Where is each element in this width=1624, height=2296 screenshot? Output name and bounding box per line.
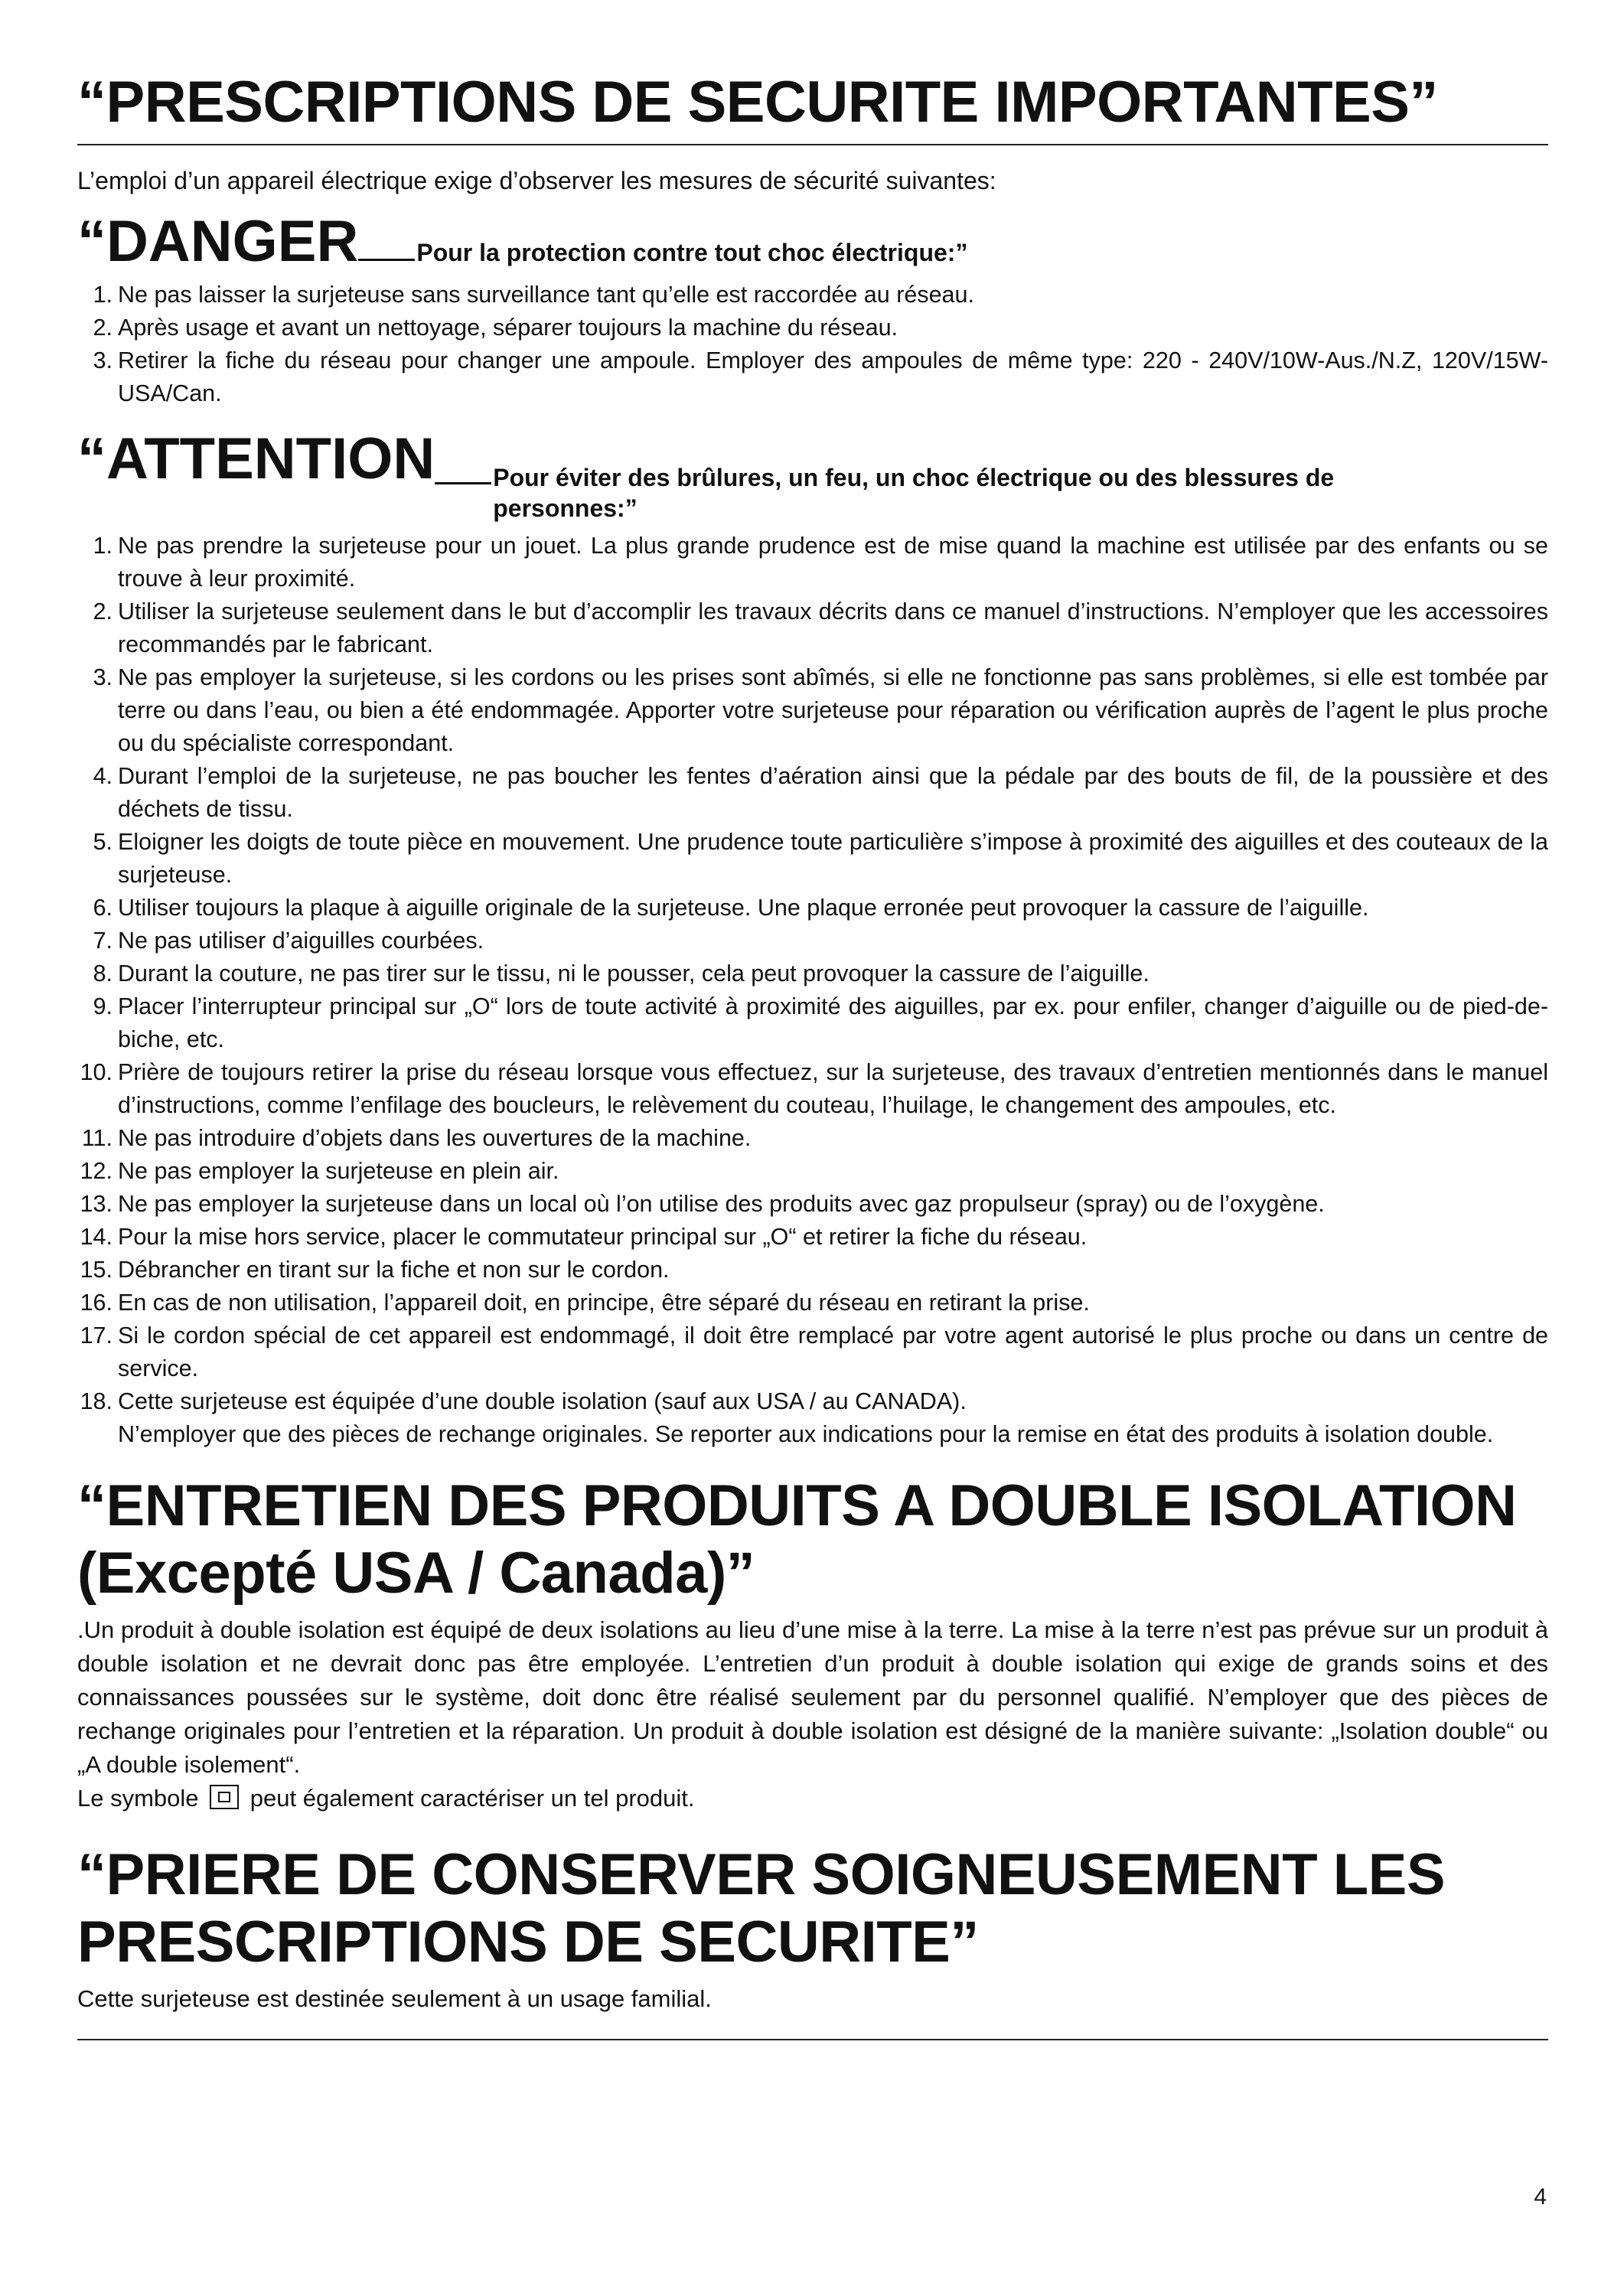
- item-number: 6.: [93, 895, 113, 921]
- list-item: [77, 661, 1548, 760]
- list-item: [77, 279, 1548, 311]
- list-item: [77, 990, 1548, 1056]
- item-number: 2.: [93, 315, 113, 341]
- page-number: 4: [1534, 2184, 1547, 2210]
- item-extra-text: N’employer que des pièces de rechange originales. Se reporter aux indications pour la remise en état des produits à isolation double.: [118, 1421, 1494, 1447]
- attention-subtitle: Pour éviter des brûlures, un feu, un choc électrique ou des blessures de personnes:”: [493, 464, 1335, 522]
- item-number: 3.: [93, 664, 113, 690]
- list-item: [77, 892, 1548, 925]
- list-item: [77, 1319, 1548, 1385]
- item-text: Eloigner les doigts de toute pièce en mouvement. Une prudence toute particulière s’impose à proximité des aiguilles et des couteaux de la surjeteuse.: [118, 829, 1548, 888]
- attention-word: “ATTENTION: [77, 426, 435, 491]
- item-number: 13.: [80, 1191, 113, 1217]
- list-item: [77, 1221, 1548, 1254]
- item-text: Utiliser toujours la plaque à aiguille originale de la surjeteuse. Une plaque erronée peut provoquer la cassure de l’aiguille.: [118, 895, 1369, 921]
- list-item: [77, 826, 1548, 892]
- list-item: [77, 1385, 1548, 1451]
- item-text: Après usage et avant un nettoyage, séparer toujours la machine du réseau.: [118, 315, 898, 341]
- list-item: [77, 760, 1548, 826]
- danger-subtitle: Pour la protection contre tout choc électrique:”: [416, 239, 968, 266]
- item-text: Ne pas employer la surjeteuse en plein air.: [118, 1158, 559, 1184]
- item-number: 15.: [80, 1257, 113, 1283]
- item-text: Ne pas introduire d’objets dans les ouvertures de la machine.: [118, 1125, 752, 1151]
- list-item: [77, 344, 1548, 410]
- item-number: 3.: [93, 347, 113, 373]
- list-item: [77, 1155, 1548, 1188]
- list-item: [77, 925, 1548, 957]
- danger-heading: [77, 211, 1548, 272]
- attention-underline: [435, 482, 491, 484]
- item-number: 18.: [80, 1388, 113, 1414]
- item-number: 9.: [93, 993, 113, 1019]
- attention-list: [77, 530, 1548, 1451]
- conserver-body: Cette surjeteuse est destinée seulement à un usage familial.: [77, 1985, 712, 2012]
- item-text: Débrancher en tirant sur la fiche et non sur le cordon.: [118, 1257, 670, 1283]
- danger-list: [77, 279, 1548, 410]
- item-number: 1.: [93, 533, 113, 559]
- list-item: [77, 957, 1548, 990]
- list-item: [77, 1254, 1548, 1287]
- attention-heading: [77, 426, 1548, 523]
- item-text: Ne pas employer la surjeteuse, si les cordons ou les prises sont abîmés, si elle ne fonctionne pas sans problèmes, si elle est tombée par terre ou dans l’eau, ou bien a été endommagée. Apporter votre surjeteuse pour réparation ou vérification auprès de l’agent le plus proche ou du spécialiste correspondant.: [118, 664, 1548, 756]
- entretien-body: .Un produit à double isolation est équipé de deux isolations au lieu d’une mise à la terre. La mise à la terre n’est pas prévue sur un produit à double isolation et ne devrait donc pas être employée. L’entretien d’un produit à double isolation qui exige de grands soins et des connaissances poussées sur le système, doit donc être réalisé seulement par du personnel qualifié. N’employer que des pièces de rechange originales pour l’entretien et la réparation. Un produit à double isolation est désigné de la manière suivante: „Isolation double“ ou „A double isolement“.: [77, 1616, 1548, 1778]
- conserver-title: “PRIERE DE CONSERVER SOIGNEUSEMENT LES PRESCRIPTIONS DE SECURITE”: [77, 1842, 1446, 1975]
- item-text: Pour la mise hors service, placer le commutateur principal sur „O“ et retirer la fiche du réseau.: [118, 1224, 1088, 1250]
- item-text: Utiliser la surjeteuse seulement dans le but d’accomplir les travaux décrits dans ce manuel d’instructions. N’employer que les accessoires recommandés par le fabricant.: [118, 598, 1548, 657]
- item-text: Cette surjeteuse est équipée d’une double isolation (sauf aux USA / au CANADA).: [118, 1388, 967, 1414]
- item-text: Durant l’emploi de la surjeteuse, ne pas boucher les fentes d’aération ainsi que la pédale par des bouts de fil, de la poussière et des déchets de tissu.: [118, 763, 1548, 822]
- entretien-symbol-line: [77, 1782, 1548, 1815]
- item-text: Ne pas employer la surjeteuse dans un local où l’on utilise des produits avec gaz propulseur (spray) ou de l’oxygène.: [118, 1191, 1325, 1217]
- entretien-title: “ENTRETIEN DES PRODUITS A DOUBLE ISOLATION (Excepté USA / Canada)”: [77, 1473, 1517, 1606]
- title-divider: [77, 144, 1548, 145]
- item-number: 2.: [93, 598, 113, 625]
- footer-divider: [77, 2039, 1548, 2040]
- item-number: 11.: [81, 1125, 113, 1151]
- item-number: 7.: [93, 928, 113, 954]
- danger-word: “DANGER: [77, 209, 359, 274]
- symbol-text-before: Le symbole: [77, 1785, 199, 1812]
- item-number: 4.: [93, 763, 113, 789]
- item-text: Si le cordon spécial de cet appareil est endommagé, il doit être remplacé par votre agent autorisé le plus proche ou dans un centre de service.: [118, 1322, 1548, 1381]
- list-item: [77, 1188, 1548, 1221]
- item-number: 1.: [93, 282, 113, 308]
- symbol-text-after: peut également caractériser un tel produit.: [249, 1785, 695, 1812]
- double-insulation-symbol-icon: [210, 1785, 239, 1809]
- item-number: 14.: [80, 1224, 113, 1250]
- item-number: 10.: [80, 1059, 113, 1085]
- list-item: [77, 1122, 1548, 1155]
- page-title: “PRESCRIPTIONS DE SECURITE IMPORTANTES”: [77, 70, 1438, 135]
- item-text: En cas de non utilisation, l’appareil doit, en principe, être séparé du réseau en retirant la prise.: [118, 1290, 1090, 1316]
- item-text: Ne pas prendre la surjeteuse pour un jouet. La plus grande prudence est de mise quand la machine est utilisée par des enfants ou se trouve à leur proximité.: [118, 533, 1548, 592]
- danger-underline: [358, 259, 415, 261]
- item-number: 8.: [93, 960, 113, 987]
- item-text: Placer l’interrupteur principal sur „O“ lors de toute activité à proximité des aiguilles, par ex. pour enfiler, changer d’aiguille ou de pied-de-biche, etc.: [118, 993, 1548, 1052]
- intro-text: L’emploi d’un appareil électrique exige d’observer les mesures de sécurité suivantes:: [77, 167, 996, 194]
- list-item: [77, 1056, 1548, 1122]
- list-item: [77, 1287, 1548, 1319]
- item-number: 12.: [80, 1158, 113, 1184]
- item-text: Durant la couture, ne pas tirer sur le tissu, ni le pousser, cela peut provoquer la cassure de l’aiguille.: [118, 960, 1150, 987]
- item-number: 17.: [80, 1322, 113, 1349]
- page-content: [77, 69, 1548, 2040]
- list-item: [77, 595, 1548, 661]
- item-number: 16.: [80, 1290, 113, 1316]
- item-text: Ne pas utiliser d’aiguilles courbées.: [118, 928, 484, 954]
- list-item: [77, 530, 1548, 595]
- item-text: Retirer la fiche du réseau pour changer une ampoule. Employer des ampoules de même type: 220 - 240V/10W-Aus./N.Z, 120V/15W-USA/Can.: [118, 347, 1548, 406]
- item-text: Ne pas laisser la surjeteuse sans surveillance tant qu’elle est raccordée au réseau.: [118, 282, 974, 308]
- item-number: 5.: [93, 829, 113, 855]
- item-text: Prière de toujours retirer la prise du réseau lorsque vous effectuez, sur la surjeteuse, des travaux d’entretien mentionnés dans le manuel d’instructions, comme l’enfilage des boucleurs, le relèvement du couteau, l’huilage, le changement des ampoules, etc.: [118, 1059, 1548, 1118]
- list-item: [77, 311, 1548, 344]
